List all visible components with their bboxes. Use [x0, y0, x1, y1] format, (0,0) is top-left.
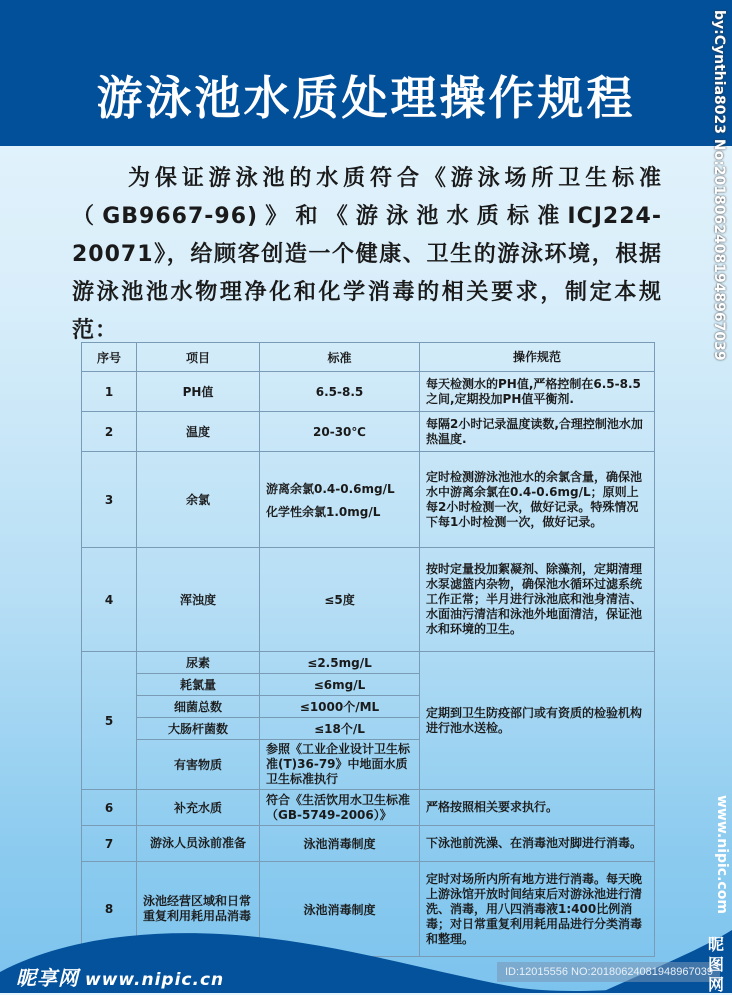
row-procedure: 按时定量投加絮凝剂、除藻剂，定期清理水泵滤篮内杂物，确保池水循环过滤系统工作正常；半月进行泳池底和池身清洁、水面油污清洁和泳池外地面清洁，保证池水和环境的卫生。 [420, 548, 655, 652]
rules-table [81, 342, 655, 957]
table-header-row [82, 343, 655, 372]
row-standard: 符合《生活饮用水卫生标准（GB-5749-2006）》 [260, 790, 420, 826]
row-standard [260, 452, 420, 548]
row-item: 游泳人员泳前准备 [137, 826, 260, 862]
row-standard: 20-30℃ [260, 412, 420, 452]
row-procedure: 定期到卫生防疫部门或有资质的检验机构进行池水送检。 [420, 652, 655, 790]
row-no: 8 [82, 862, 137, 957]
row-no: 2 [82, 412, 137, 452]
row-procedure: 严格按照相关要求执行。 [420, 790, 655, 826]
table-row [82, 412, 655, 452]
standard-line: 化学性余氯1.0mg/L [266, 504, 381, 519]
header-standard: 标准 [260, 343, 420, 372]
site-logo [16, 962, 224, 991]
row-standard: 泳池消毒制度 [260, 826, 420, 862]
row-no: 6 [82, 790, 137, 826]
row-no: 3 [82, 452, 137, 548]
row-item: PH值 [137, 372, 260, 412]
header-no: 序号 [82, 343, 137, 372]
table-row [82, 790, 655, 826]
row-item: 温度 [137, 412, 260, 452]
row-no: 7 [82, 826, 137, 862]
row-procedure: 定时检测游泳池池水的余氯含量，确保池水中游离余氯在0.4-0.6mg/L；原则上每2小时检测一次，做好记录。特殊情况下每1小时检测一次，做好记录。 [420, 452, 655, 548]
logo-text: 昵享网 [16, 966, 79, 990]
side-watermark-bottom: www.nipic.com [714, 795, 730, 914]
page-title: 游泳池水质处理操作规程 [96, 71, 636, 125]
table-row [82, 372, 655, 412]
row-no: 4 [82, 548, 137, 652]
row-standard: 参照《工业企业设计卫生标准(T)36-79》中地面水质卫生标准执行 [260, 740, 420, 790]
row-no: 5 [82, 652, 137, 790]
row-no: 1 [82, 372, 137, 412]
row-item: 大肠杆菌数 [137, 718, 260, 740]
header-procedure: 操作规范 [420, 343, 655, 372]
table-row [82, 548, 655, 652]
row-procedure: 定时对场所内所有地方进行消毒。每天晚上游泳馆开放时间结束后对游泳池进行清洗、消毒，用八四消毒液1:400比例消毒；对日常重复利用耗用品进行分类消毒和整理。 [420, 862, 655, 957]
row-item: 泳池经营区域和日常重复利用耗用品消毒 [137, 862, 260, 957]
id-stamp: ID:12015556 NO:20180624081948967039 [497, 962, 720, 982]
table-row [82, 826, 655, 862]
table-row [82, 652, 655, 674]
row-standard: ≤5度 [260, 548, 420, 652]
row-standard: 6.5-8.5 [260, 372, 420, 412]
row-procedure: 每隔2小时记录温度读数,合理控制池水加热温度. [420, 412, 655, 452]
row-item: 补充水质 [137, 790, 260, 826]
row-procedure: 下泳池前洗澡、在消毒池对脚进行消毒。 [420, 826, 655, 862]
row-standard: ≤18个/L [260, 718, 420, 740]
row-standard: ≤2.5mg/L [260, 652, 420, 674]
side-logo: 昵图网 [707, 935, 724, 994]
row-standard: ≤6mg/L [260, 674, 420, 696]
row-item: 有害物质 [137, 740, 260, 790]
row-item: 尿素 [137, 652, 260, 674]
row-item: 细菌总数 [137, 696, 260, 718]
row-standard: ≤1000个/ML [260, 696, 420, 718]
row-procedure: 每天检测水的PH值,严格控制在6.5-8.5之间,定期投加PH值平衡剂. [420, 372, 655, 412]
row-item: 浑浊度 [137, 548, 260, 652]
row-item: 余氯 [137, 452, 260, 548]
table-row [82, 452, 655, 548]
side-watermark-top: by:Cynthia8023 No:20180624081948967039 [711, 10, 727, 361]
header-item: 项目 [137, 343, 260, 372]
site-url: www.nipic.cn [85, 970, 225, 990]
row-item: 耗氯量 [137, 674, 260, 696]
row-standard: 泳池消毒制度 [260, 862, 420, 957]
intro-paragraph: 为保证游泳池的水质符合《游泳场所卫生标准（GB9667-96)》和《游泳池水质标准ICJ224-20071》，给顾客创造一个健康、卫生的游泳环境，根据游泳池池水物理净化和化学消毒的相关要求，制定本规范： [72, 166, 662, 343]
standard-line: 游离余氯0.4-0.6mg/L [266, 481, 395, 496]
